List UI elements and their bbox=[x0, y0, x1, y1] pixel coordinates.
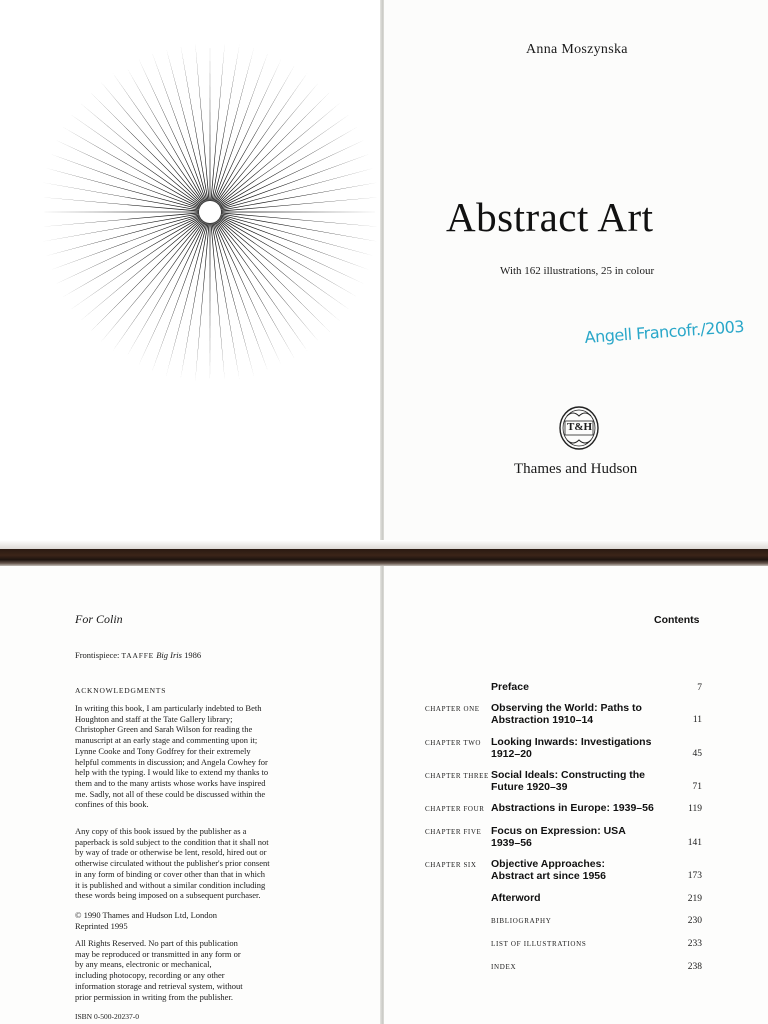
starburst-ray bbox=[213, 52, 268, 202]
rights-text: All Rights Reserved. No part of this publication may be reproduced or transmitted in any form or by any means, electronic or mechanical, including photocopy, recording or any other information storage and retrieval system, without prior permission in writing from the publisher. bbox=[75, 938, 243, 1002]
toc-entry-title: Afterword bbox=[491, 892, 541, 904]
toc-entry-page: 233 bbox=[687, 939, 702, 949]
starburst-ray bbox=[221, 212, 380, 213]
starburst-ray bbox=[212, 45, 240, 202]
starburst-ray bbox=[221, 214, 378, 242]
starburst-ray bbox=[63, 127, 201, 207]
starburst-ray bbox=[220, 154, 370, 209]
toc-entry-title: INDEX bbox=[491, 963, 517, 971]
toc-entry-title: Observing the World: Paths to Abstraction 1910–14 bbox=[491, 702, 642, 726]
starburst-ray bbox=[125, 65, 205, 203]
starburst-ray bbox=[219, 217, 357, 297]
reprinted-line: Reprinted 1995 bbox=[75, 921, 128, 931]
book-title: Abstract Art bbox=[446, 194, 654, 240]
toc-entry-page: 11 bbox=[692, 715, 702, 725]
toc-chapter-label: CHAPTER TWO bbox=[425, 739, 482, 747]
toc-entry-page: 45 bbox=[692, 749, 702, 759]
starburst-ray bbox=[43, 214, 200, 242]
starburst-center bbox=[200, 202, 220, 222]
acknowledgments-text: In writing this book, I am particularly indebted to Beth Houghton and staff at the Tate Gallery library; Christopher Green and Sarah Wilson for reading the manuscript at an early stage and commenting upon it; Lynne Cooke and Tony Godfrey for their extremely helpful comments in discussion; and Angela Cowhey for help with the typing. I would like to extend my thanks to them and to the many artists whose works have inspired me. Sadly, not all of these could be discussed within the confines of this book. bbox=[75, 703, 269, 810]
toc-entry-page: 219 bbox=[687, 894, 702, 904]
toc-entry-title: Social Ideals: Constructing the Future 1920–39 bbox=[491, 769, 646, 793]
frontispiece-prefix: Frontispiece: bbox=[75, 650, 120, 660]
book-subtitle: With 162 illustrations, 25 in colour bbox=[500, 265, 655, 277]
handwritten-inscription: Angell Francofr./2003 bbox=[584, 316, 745, 347]
toc-entry-page: 7 bbox=[697, 683, 702, 693]
starburst-ray bbox=[50, 215, 200, 270]
conditions-text: Any copy of this book issued by the publisher as a paperback is sold subject to the condition that it shall not by way of trade or otherwise be lent, resold, hired out or otherwise circulated without the publisher's prior consent in any form of binding or cover other than that in which it is published and without a similar condition including these words being imposed on a subsequent purchaser. bbox=[75, 826, 270, 901]
frontispiece-credit bbox=[75, 650, 201, 660]
starburst-ray bbox=[180, 45, 208, 202]
frontispiece-year: 1986 bbox=[184, 650, 202, 660]
toc-entry-page: 71 bbox=[692, 782, 702, 792]
dedication: For Colin bbox=[75, 612, 123, 626]
frontispiece-page bbox=[0, 0, 382, 550]
toc-chapter-label: CHAPTER THREE bbox=[425, 772, 489, 780]
author-name: Anna Moszynska bbox=[526, 42, 628, 57]
contents-page bbox=[384, 566, 768, 1024]
starburst-ray bbox=[210, 42, 211, 201]
starburst-ray bbox=[152, 222, 207, 372]
publisher-logo bbox=[557, 404, 601, 452]
starburst-ray bbox=[217, 92, 330, 205]
title-page bbox=[384, 0, 768, 550]
starburst-ray bbox=[180, 223, 208, 380]
starburst-ray bbox=[101, 82, 204, 204]
starburst-ray bbox=[63, 217, 201, 297]
starburst-ray bbox=[50, 154, 200, 209]
toc-chapter-label: CHAPTER ONE bbox=[425, 705, 480, 713]
toc-entry-title: Abstractions in Europe: 1939–56 bbox=[491, 802, 654, 814]
starburst-ray bbox=[90, 219, 203, 332]
starburst-ray bbox=[152, 52, 207, 202]
scan-divider bbox=[0, 549, 768, 567]
toc-entry-page: 173 bbox=[687, 871, 702, 881]
toc-chapter-label: CHAPTER FIVE bbox=[425, 828, 482, 836]
starburst-ray bbox=[90, 92, 203, 205]
toc-chapter-label: CHAPTER FOUR bbox=[425, 805, 485, 813]
starburst-illustration bbox=[0, 0, 382, 550]
logo-monogram: T&H bbox=[567, 421, 593, 433]
starburst-ray bbox=[80, 219, 202, 322]
starburst-ray bbox=[221, 182, 378, 210]
toc-entry-title: BIBLIOGRAPHY bbox=[491, 917, 552, 925]
toc-entry-title: Focus on Expression: USA 1939–56 bbox=[491, 825, 626, 849]
starburst-ray bbox=[215, 221, 295, 359]
starburst-ray bbox=[219, 127, 357, 207]
toc-entry-page: 230 bbox=[687, 916, 702, 926]
toc-entry-title: Looking Inwards: Investigations 1912–20 bbox=[491, 736, 652, 760]
starburst-ray bbox=[213, 222, 268, 372]
starburst-ray bbox=[125, 221, 205, 359]
starburst-ray bbox=[220, 215, 370, 270]
toc-entry-page: 141 bbox=[687, 838, 702, 848]
frontispiece-work: Big Iris bbox=[156, 650, 182, 660]
toc-entry-title: LIST OF ILLUSTRATIONS bbox=[491, 940, 587, 948]
frontispiece-artist: TAAFFE bbox=[121, 651, 155, 660]
starburst-ray bbox=[43, 182, 200, 210]
toc-entry-page: 238 bbox=[687, 962, 702, 972]
imprint-page bbox=[0, 566, 382, 1024]
starburst-ray bbox=[217, 220, 320, 342]
starburst-ray bbox=[101, 220, 204, 342]
starburst-ray bbox=[212, 223, 240, 380]
contents-heading: Contents bbox=[654, 614, 700, 626]
starburst-ray bbox=[217, 82, 320, 204]
acknowledgments-heading: ACKNOWLEDGMENTS bbox=[75, 686, 167, 695]
starburst-ray bbox=[218, 103, 340, 206]
starburst-ray bbox=[210, 223, 211, 382]
starburst-ray bbox=[40, 212, 199, 213]
toc-chapter-label: CHAPTER SIX bbox=[425, 861, 477, 869]
starburst-ray bbox=[218, 219, 340, 322]
publisher-name: Thames and Hudson bbox=[514, 461, 638, 477]
starburst-ray bbox=[80, 103, 202, 206]
starburst-ray bbox=[215, 65, 295, 203]
toc-entry-title: Preface bbox=[491, 681, 529, 693]
copyright-line: © 1990 Thames and Hudson Ltd, London bbox=[75, 910, 218, 920]
toc-entry-title: Objective Approaches: Abstract art since 1956 bbox=[491, 858, 606, 882]
isbn: ISBN 0-500-20237-0 bbox=[75, 1012, 139, 1021]
toc-entry-page: 119 bbox=[688, 804, 702, 814]
starburst-ray bbox=[217, 219, 330, 332]
